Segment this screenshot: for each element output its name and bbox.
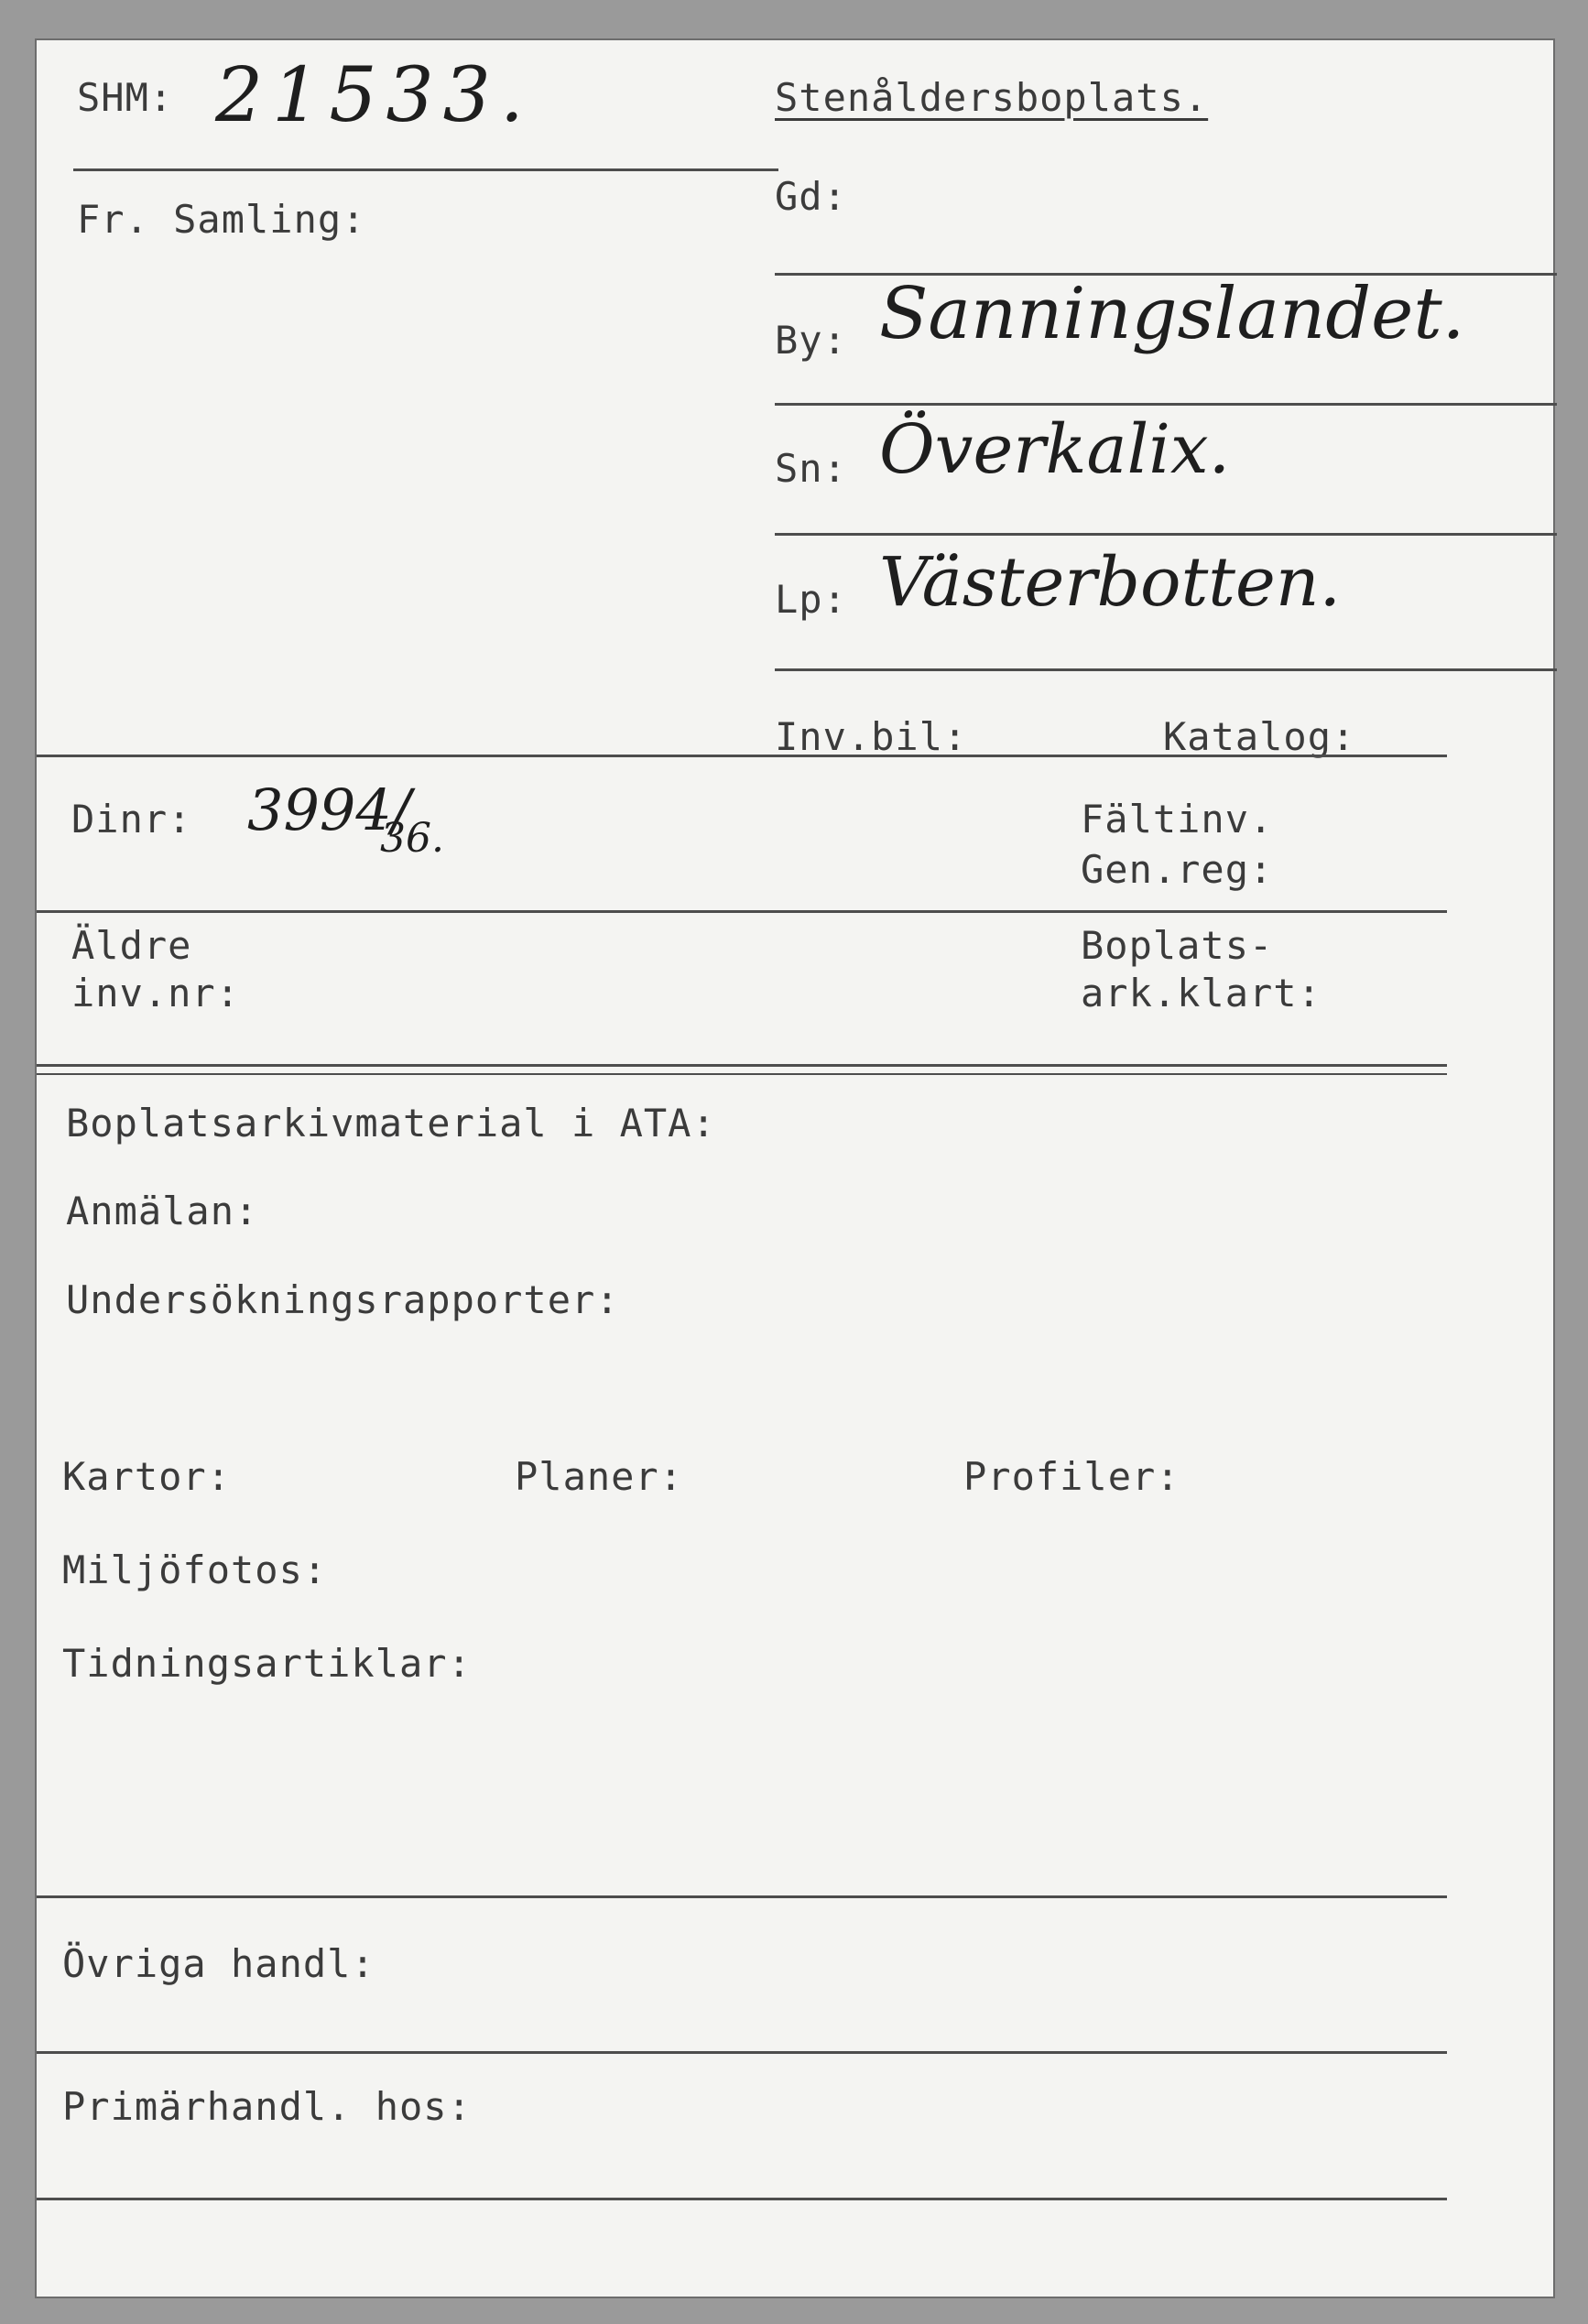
category-title: Stenåldersboplats. [775, 75, 1209, 120]
lp-label: Lp: [775, 577, 847, 622]
aldre-label-line2: inv.nr: [71, 971, 241, 1015]
dinr-value-handwritten: 3994/ [247, 776, 411, 843]
gd-label: Gd: [775, 174, 847, 219]
undersokningsrapporter-label: Undersökningsrapporter: [66, 1277, 620, 1322]
miljofotos-label: Miljöfotos: [62, 1548, 328, 1592]
sn-line [775, 533, 1557, 536]
genreg-label: Gen.reg: [1081, 847, 1274, 892]
lp-line [775, 668, 1557, 671]
boplatsarkiv-label: Boplatsarkivmaterial i ATA: [66, 1101, 716, 1146]
section-divider-3 [37, 1895, 1447, 1898]
faltinv-label: Fältinv. [1081, 797, 1274, 842]
shm-label: SHM: [77, 75, 174, 120]
ovriga-handl-label: Övriga handl: [62, 1941, 375, 1986]
double-divider-bottom [37, 1073, 1447, 1075]
fr-samling-label: Fr. Samling: [77, 197, 366, 242]
dinr-label: Dinr: [71, 797, 192, 842]
by-line [775, 403, 1557, 406]
dinr-value-sub-handwritten: 36. [380, 815, 444, 862]
katalog-label: Katalog: [1163, 714, 1356, 759]
section-divider-2 [37, 910, 1447, 913]
section-divider-1 [37, 755, 1447, 757]
sn-label: Sn: [775, 446, 847, 491]
sn-value-handwritten: Överkalix. [879, 410, 1231, 489]
inv-bil-label: Inv.bil: [775, 714, 968, 759]
section-divider-4 [37, 2051, 1447, 2054]
shm-number-handwritten: 21533. [215, 52, 533, 139]
header-divider [73, 168, 778, 171]
profiler-label: Profiler: [963, 1454, 1180, 1499]
section-divider-5 [37, 2198, 1447, 2200]
primarhandl-label: Primärhandl. hos: [62, 2084, 472, 2129]
by-value-handwritten: Sanningslandet. [879, 273, 1465, 355]
by-label: By: [775, 318, 847, 363]
double-divider-top [37, 1064, 1447, 1067]
lp-value-handwritten: Västerbotten. [879, 543, 1342, 622]
aldre-label-line1: Äldre [71, 923, 192, 968]
boplats-label-line1: Boplats- [1081, 923, 1274, 968]
tidningsartiklar-label: Tidningsartiklar: [62, 1641, 472, 1686]
planer-label: Planer: [515, 1454, 684, 1499]
index-card [35, 38, 1555, 2298]
anmalan-label: Anmälan: [66, 1189, 259, 1233]
kartor-label: Kartor: [62, 1454, 232, 1499]
boplats-label-line2: ark.klart: [1081, 971, 1322, 1015]
